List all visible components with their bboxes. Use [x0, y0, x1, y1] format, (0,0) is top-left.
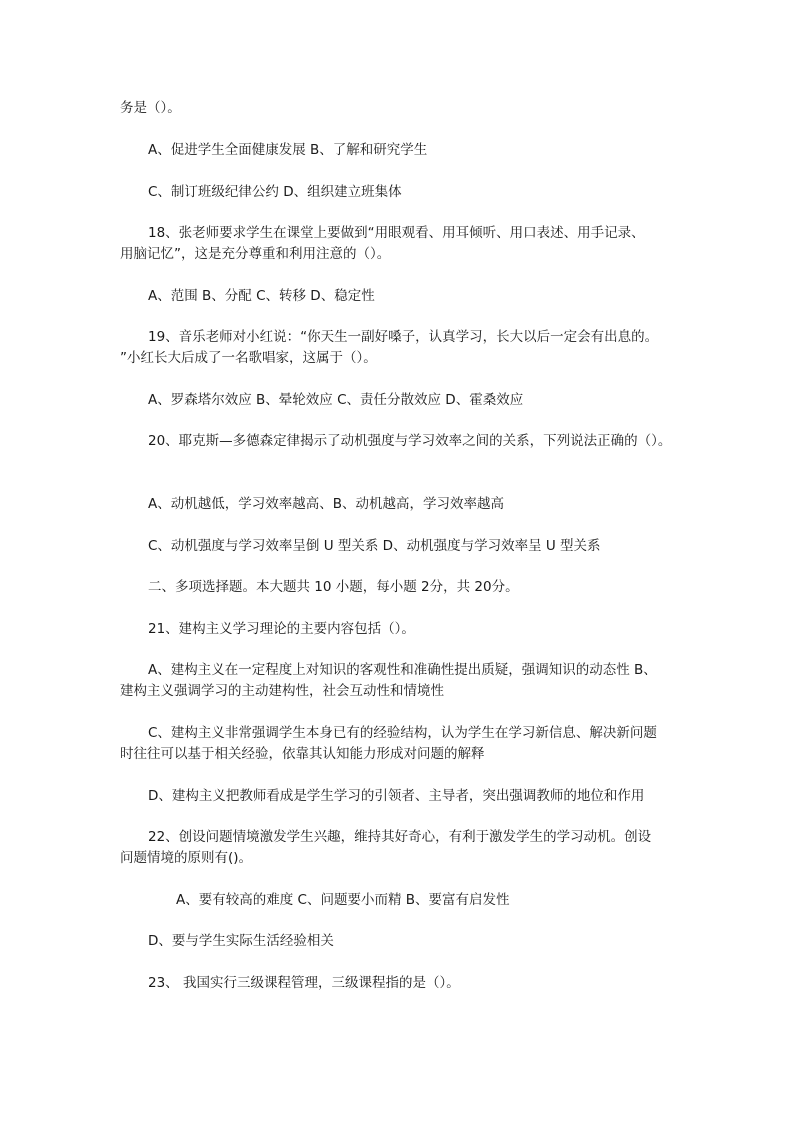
q17-stem-continued: 务是（）。 [120, 100, 181, 116]
q21-option-b-line: 建构主义强调学习的主动建构性，社会互动性和情境性 [120, 683, 444, 699]
q19-stem-line-1: 19、音乐老师对小红说：“你天生一副好嗓子，认真学习，长大以后一定会有出息的。 [148, 329, 659, 345]
q22-option-d: D、要与学生实际生活经验相关 [148, 933, 334, 949]
q20-stem: 20、耶克斯—多德森定律揭示了动机强度与学习效率之间的关系，下列说法正确的（）。 [148, 433, 672, 449]
q17-options-ab: A、促进学生全面健康发展 B、了解和研究学生 [148, 142, 428, 158]
q19-stem-line-2: ”小红长大后成了一名歌唱家，这属于（）。 [120, 350, 377, 366]
q20-options-cd: C、动机强度与学习效率呈倒 U 型关系 D、动机强度与学习效率呈 U 型关系 [148, 538, 601, 554]
section-heading-multiple-choice: 二、多项选择题。本大题共 10 小题，每小题 2分，共 20分。 [148, 579, 519, 595]
q21-option-c-line-2: 时往往可以基于相关经验，依靠其认知能力形成对问题的解释 [120, 746, 485, 762]
q21-option-a-line-1: A、建构主义在一定程度上对知识的客观性和准确性提出质疑，强调知识的动态性 B、 [148, 662, 657, 678]
q18-stem-line-1: 18、张老师要求学生在课堂上要做到“用眼观看、用耳倾听、用口表述、用手记录、 [148, 225, 645, 241]
q21-option-d: D、建构主义把教师看成是学生学习的引领者、主导者，突出强调教师的地位和作用 [148, 788, 645, 804]
q20-options-ab: A、动机越低，学习效率越高、B、动机越高，学习效率越高 [148, 496, 504, 512]
q17-options-cd: C、制订班级纪律公约 D、组织建立班集体 [148, 184, 402, 200]
q22-options-abc: A、要有较高的难度 C、问题要小而精 B、要富有启发性 [176, 892, 510, 908]
q22-stem-line-2: 问题情境的原则有()。 [120, 850, 253, 866]
q18-options: A、范围 B、分配 C、转移 D、稳定性 [148, 288, 375, 304]
q19-options: A、罗森塔尔效应 B、晕轮效应 C、责任分散效应 D、霍桑效应 [148, 392, 524, 408]
q21-stem: 21、建构主义学习理论的主要内容包括（）。 [148, 621, 415, 637]
q18-stem-line-2: 用脑记忆”，这是充分尊重和利用注意的（）。 [120, 246, 391, 262]
q21-option-c-line-1: C、建构主义非常强调学生本身已有的经验结构，认为学生在学习新信息、解决新问题 [148, 725, 657, 741]
q22-stem-line-1: 22、创设问题情境激发学生兴趣，维持其好奇心，有利于激发学生的学习动机。创设 [148, 829, 652, 845]
q23-stem: 23、 我国实行三级课程管理，三级课程指的是（）。 [148, 975, 460, 991]
